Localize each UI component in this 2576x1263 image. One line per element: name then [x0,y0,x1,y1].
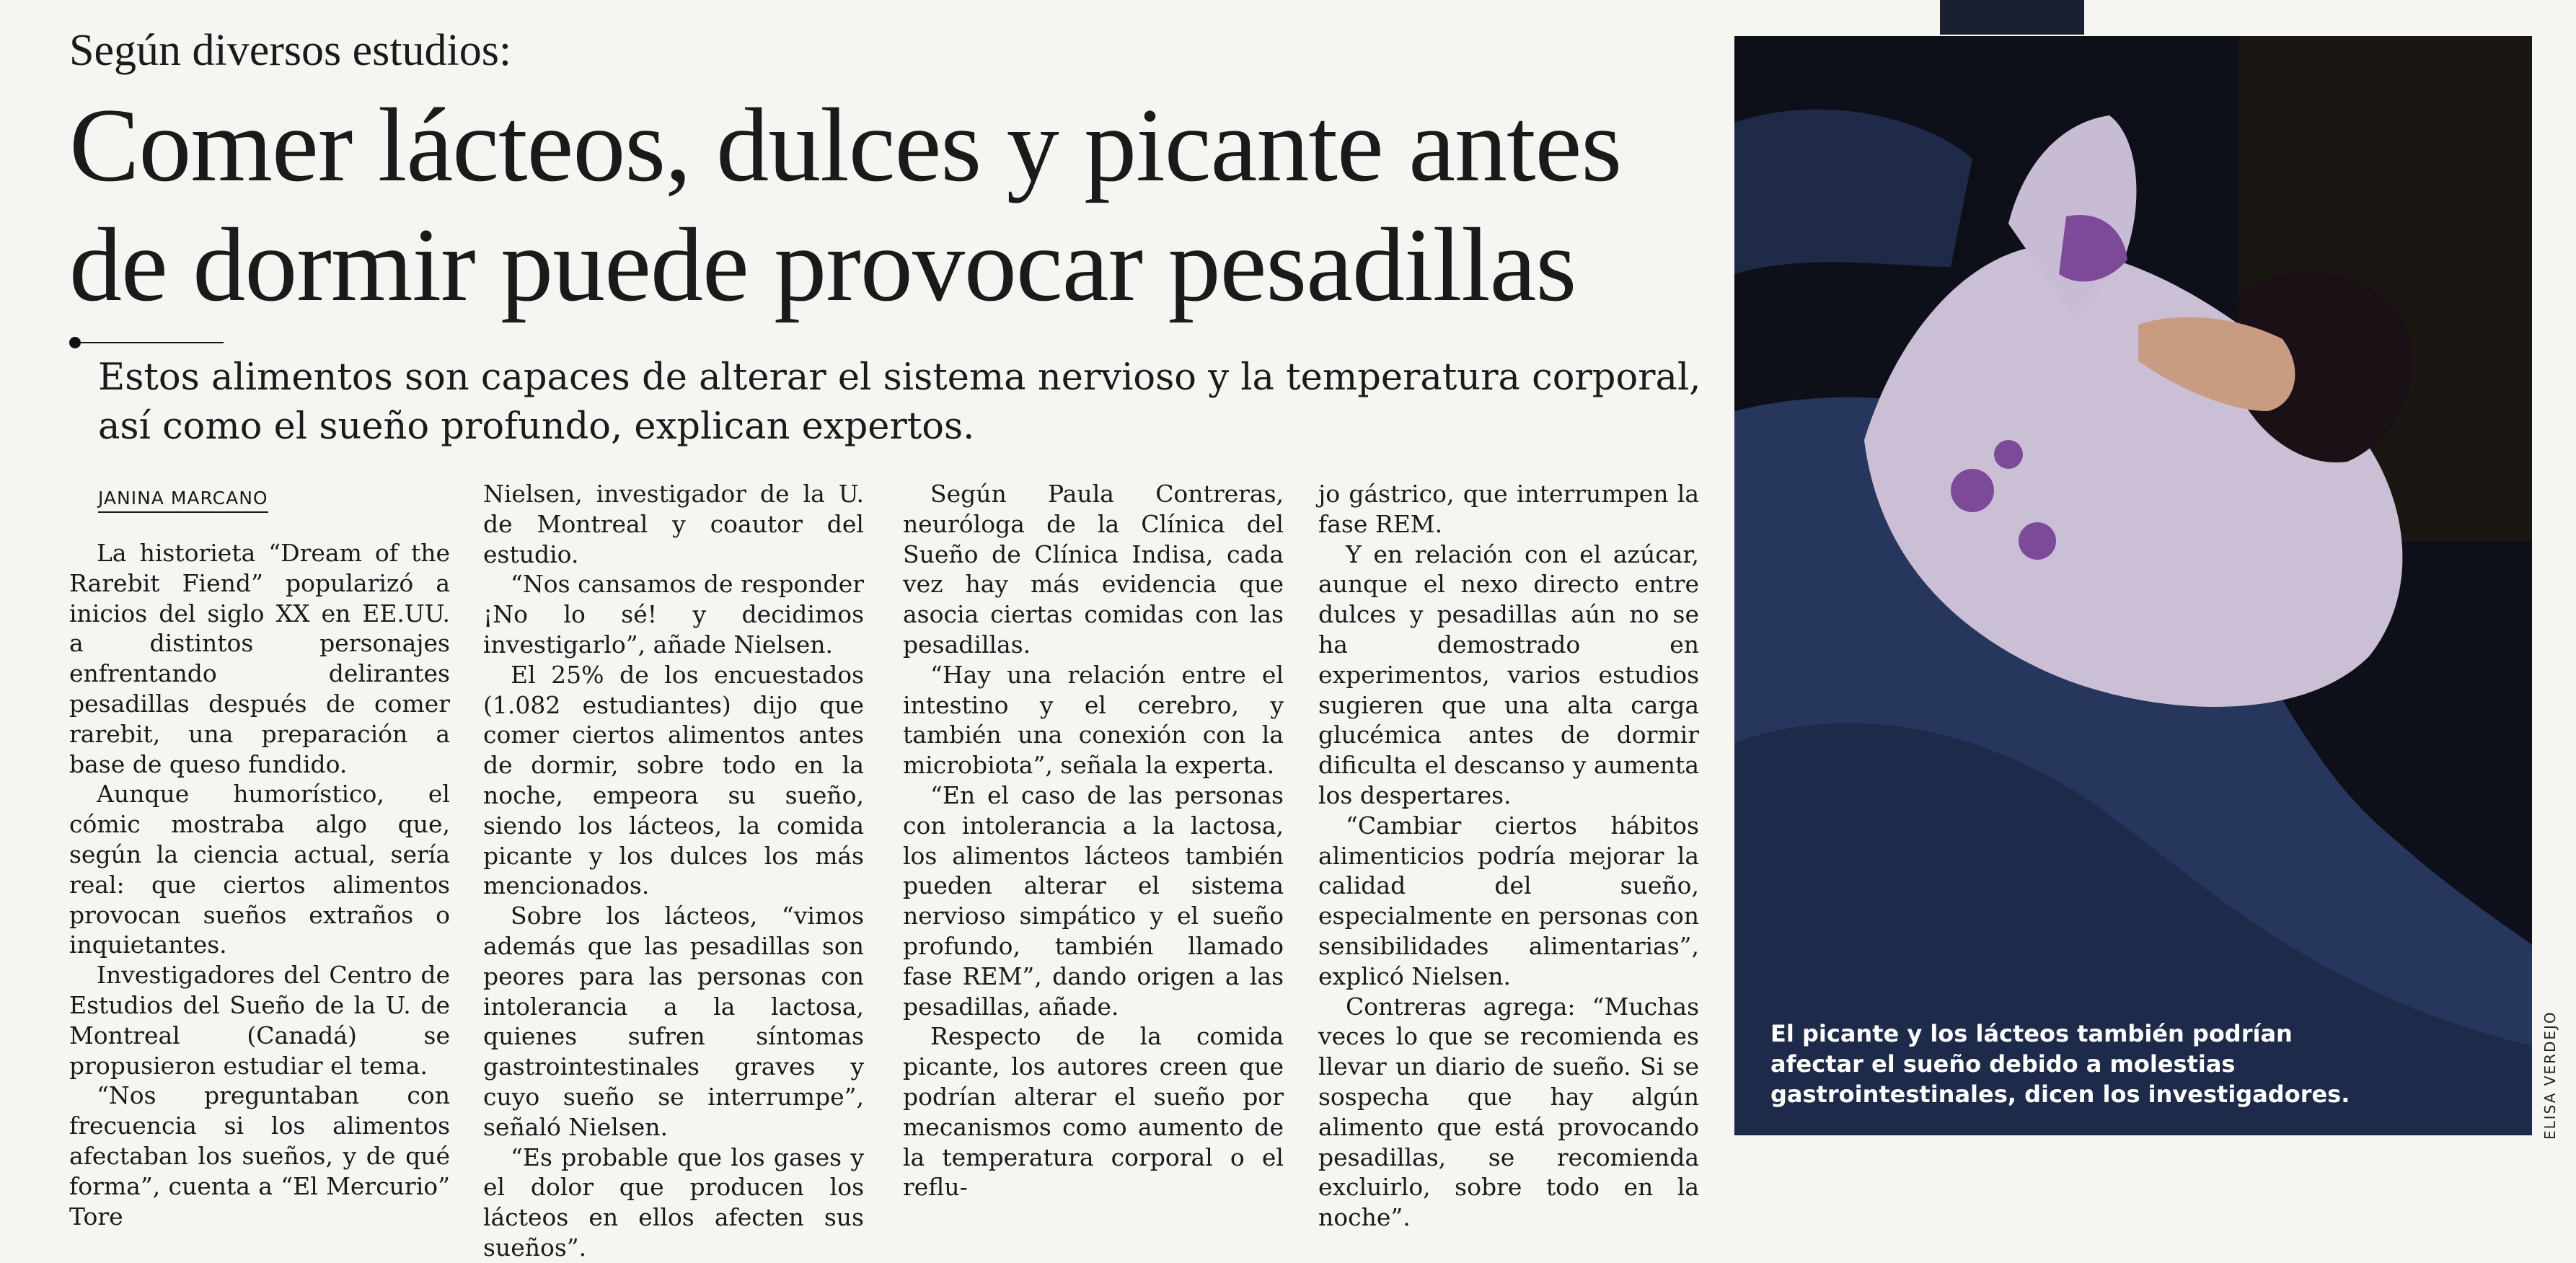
paragraph: “Cambiar ciertos hábitos alimenticios podría mejorar la calidad del sueño, especialmente en personas con sensibilidades alimentarias”, explicó Nielsen. [1318,811,1699,990]
paragraph: Y en relación con el azúcar, aunque el nexo directo entre dulces y pesadillas aún no se ha demostrado en experimentos, varios estudios sugieren que una alta carga glucémica antes de dormir dificulta el descanso y aumenta los despertares. [1318,540,1699,809]
paragraph: “Hay una relación entre el intestino y el cerebro, y también una conexión con la microbiota”, señala la experta. [903,660,1284,780]
photo-sleeping-child [1734,36,2532,1135]
byline: JANINA MARCANO [98,488,268,513]
photo-credit: ELISA VERDEJO [2541,1011,2559,1140]
pajama-dot [1994,440,2023,469]
paragraph: Nielsen, investigador de la U. de Montreal y coautor del estudio. [483,480,864,568]
paragraph: Respecto de la comida picante, los autores creen que podrían alterar el sueño por mecanismos como aumento de la temperatura corporal o el reflu- [903,1022,1284,1202]
paragraph: Investigadores del Centro de Estudios del Sueño de la U. de Montreal (Canadá) se propusieron estudiar el tema. [69,961,450,1080]
paragraph: La historieta “Dream of the Rarebit Fiend” popularizó a inicios del siglo XX en EE.UU. a distintos personajes enfrentando delirantes pesadillas después de comer rarebit, una preparación a base de queso fundido. [69,539,450,778]
rule-line [79,342,224,343]
body-column-2 [483,479,864,1262]
paragraph: “En el caso de las personas con intolerancia a la lactosa, los alimentos lácteos también pueden alterar el sistema nervioso simpático y el sueño profundo, también llamado fase REM”, dando origen a las pesadillas, añade. [903,780,1284,1021]
paragraph: jo gástrico, que interrumpen la fase REM. [1318,480,1699,538]
paragraph: “Nos cansamos de responder ¡No lo sé! y decidimos investigarlo”, añade Nielsen. [483,570,864,659]
deck: Estos alimentos son capaces de alterar el sistema nervioso y la temperatura corporal, así como el sueño profundo, explican expertos. [98,356,1701,448]
body-column-3 [903,479,1284,1202]
photo-caption: El picante y los lácteos también podrían afectar el sueño debido a molestias gastrointestinales, dicen los investigadores. [1770,1020,2350,1108]
paragraph: El 25% de los encuestados (1.082 estudiantes) dijo que comer ciertos alimentos antes de dormir, sobre todo en la noche, empeora su sueño, siendo los lácteos, la comida picante y los dulces los más mencionados. [483,660,864,900]
photo-top-fragment [1940,0,2084,35]
paragraph: “Nos preguntaban con frecuencia si los alimentos afectaban los sueños, y de qué forma”, cuenta a “El Mercurio” Tore [69,1081,450,1231]
pajama-dot [1951,469,1994,512]
headline: Comer lácteos, dulces y picante antes de dormir puede provocar pesadillas [69,87,1622,323]
paragraph: Contreras agrega: “Muchas veces lo que se recomienda es llevar un diario de sueño. Si se sospecha que hay algún alimento que está provocando pesadillas, se recomienda excluirlo, sobre todo en la noche”. [1318,992,1699,1232]
paragraph: Sobre los lácteos, “vimos además que las pesadillas son peores para las personas con intolerancia a la lactosa, quienes sufren síntomas gastrointestinales graves y cuyo sueño se interrumpe”, señaló Nielsen. [483,902,864,1141]
paragraph: Aunque humorístico, el cómic mostraba algo que, según la ciencia actual, sería real: que ciertos alimentos provocan sueños extraños o inquietantes. [69,780,450,959]
body-column-4 [1318,479,1699,1232]
paragraph: Según Paula Contreras, neuróloga de la Clínica del Sueño de Clínica Indisa, cada vez hay más evidencia que asocia ciertas comidas con las pesadillas. [903,480,1284,659]
body-column-1 [69,538,450,1231]
paragraph: “Es probable que los gases y el dolor que producen los lácteos en ellos afecten sus sueños”. [483,1143,864,1262]
deck-rule [69,335,224,350]
photo-illustration [1734,36,2532,1135]
pajama-dot [2019,522,2056,560]
kicker: Según diversos estudios: [69,26,512,75]
